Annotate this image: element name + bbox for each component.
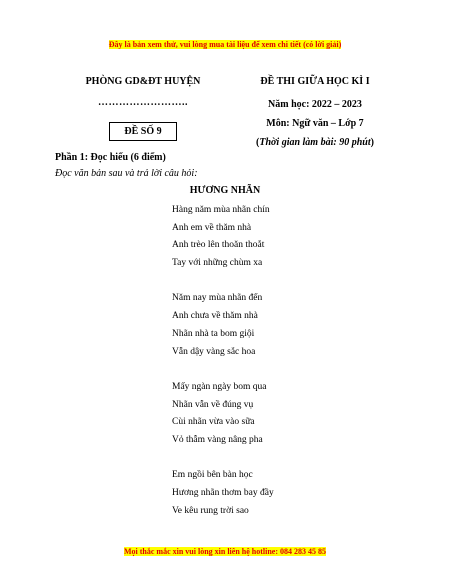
preview-notice: Đây là bản xem thử, vui lòng mua tài liệu để xem chi tiết (có lời giải) xyxy=(108,40,342,49)
exam-code-badge: ĐỀ SỐ 9 xyxy=(109,122,176,141)
poem-line: Tay với những chùm xa xyxy=(172,258,263,269)
poem-body xyxy=(172,202,274,520)
poem-line: Năm nay mùa nhãn đến xyxy=(172,293,263,304)
poem-line: Ve kêu rung trời sao xyxy=(172,505,249,516)
hotline-notice: Mọi thắc mắc xin vui lòng xin liên hệ hotline: 084 283 45 85 xyxy=(123,547,326,556)
department-name: PHÒNG GD&ĐT HUYỆN xyxy=(85,76,201,87)
stanza-break xyxy=(172,450,274,468)
poem-title: HƯƠNG NHÃN xyxy=(189,185,261,196)
poem-line: Vẫn dậy vàng sắc hoa xyxy=(172,346,256,357)
poem-line: Nhãn nhà ta bom giội xyxy=(172,328,255,339)
poem-line: Hàng năm mùa nhãn chín xyxy=(172,205,270,215)
subject-line: Môn: Ngữ văn – Lớp 7 xyxy=(266,118,364,129)
exam-title: ĐỀ THI GIỮA HỌC KÌ I xyxy=(260,76,370,87)
exam-header xyxy=(235,76,395,152)
district-placeholder: …………………….. xyxy=(98,97,188,108)
time-limit: (Thời gian làm bài: 90 phút) xyxy=(256,137,374,148)
poem-line: Hương nhãn thơm bay đầy xyxy=(172,488,274,498)
instruction-text: Đọc văn bản sau và trả lời câu hỏi: xyxy=(55,168,198,179)
poem-line: Em ngồi bên bàn học xyxy=(172,470,253,481)
school-year: Năm học: 2022 – 2023 xyxy=(268,99,362,110)
poem-line: Anh em về thăm nhà xyxy=(172,222,252,233)
poem-line: Mấy ngàn ngày bom qua xyxy=(172,381,267,392)
poem-line: Nhãn vẫn về đúng vụ xyxy=(172,399,254,410)
poem-line: Cùi nhãn vừa vào sữa xyxy=(172,417,255,428)
stanza-break xyxy=(172,361,274,379)
poem-line: Anh chưa về thăm nhà xyxy=(172,311,258,322)
section-title: Phần 1: Đọc hiểu (6 điểm) xyxy=(55,152,166,163)
poem-line: Anh trèo lên thoăn thoắt xyxy=(172,240,265,251)
school-header xyxy=(58,76,228,141)
stanza-break xyxy=(172,273,274,291)
poem-line: Vỏ thẫm vàng nâng pha xyxy=(172,434,263,445)
